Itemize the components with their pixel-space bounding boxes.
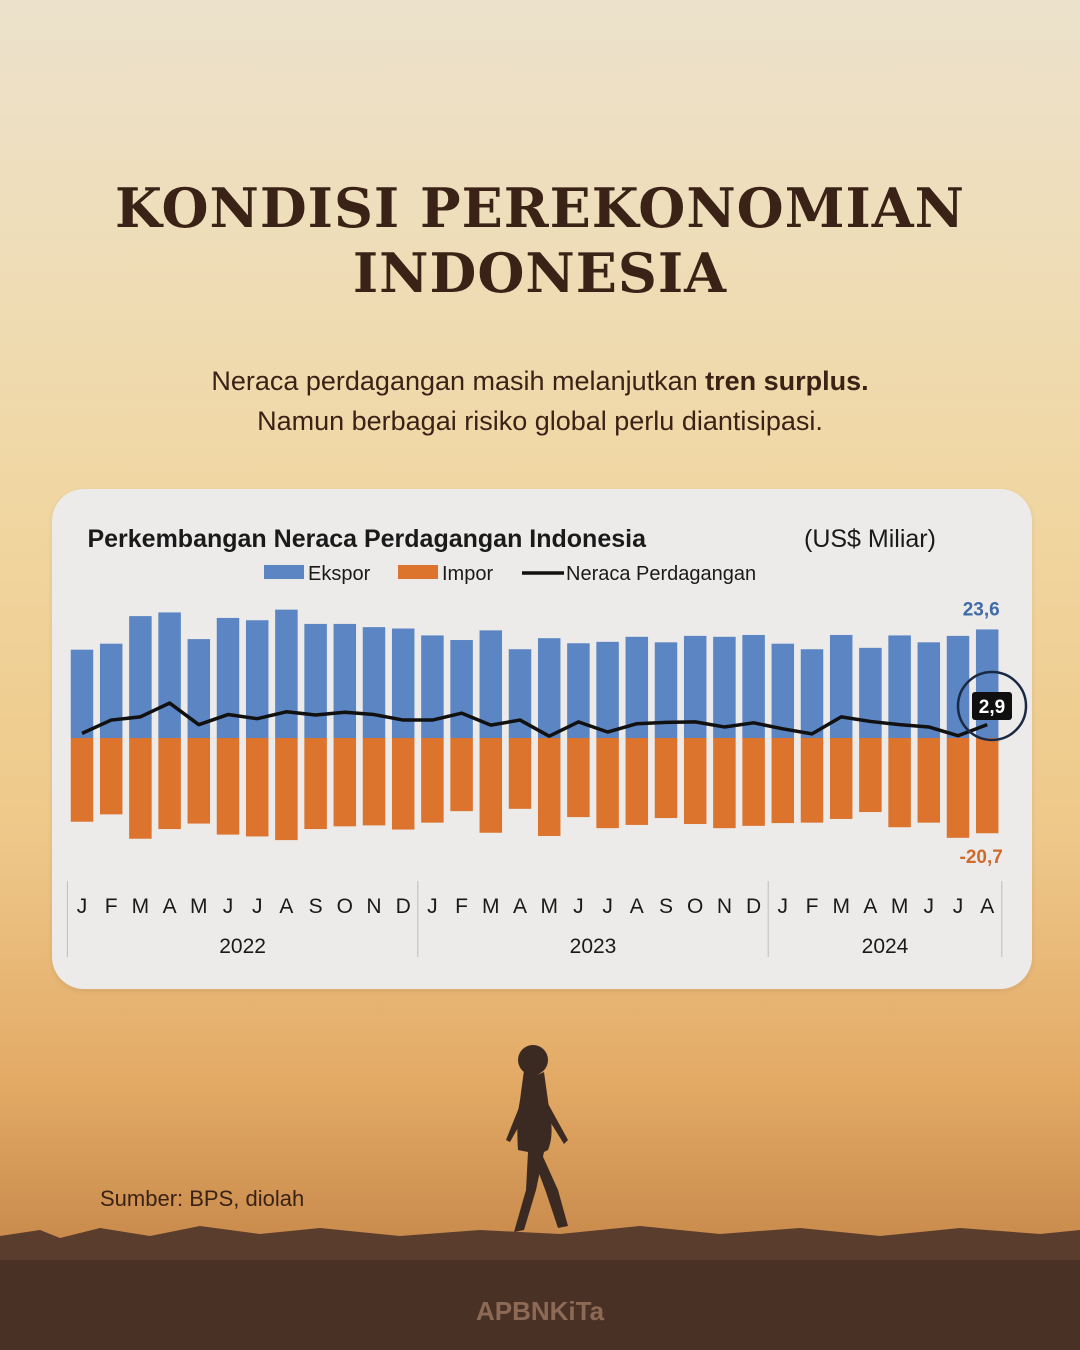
neraca-last-label: 2,9: [978, 697, 1006, 718]
impor-bar: [275, 738, 298, 840]
legend-swatch-1: [398, 565, 438, 579]
month-tick-label: A: [980, 895, 995, 918]
impor-bar: [742, 738, 765, 826]
ekspor-bar: [596, 642, 619, 738]
impor-bar: [626, 738, 649, 825]
year-label: 2022: [219, 935, 266, 958]
impor-bar: [158, 738, 181, 829]
ekspor-bar: [334, 624, 357, 738]
month-tick-label: S: [308, 895, 323, 918]
ekspor-bar: [713, 637, 736, 738]
month-tick-label: A: [162, 895, 177, 918]
month-tick-label: A: [863, 895, 878, 918]
month-tick-label: O: [336, 895, 353, 918]
subtitle-line-2: Namun berbagai risiko global perlu diantisipasi.: [257, 406, 823, 436]
impor-bar: [918, 738, 941, 823]
legend-label-2: Neraca Perdagangan: [566, 563, 757, 585]
ekspor-bar: [421, 635, 444, 738]
impor-bar: [801, 738, 824, 823]
month-tick-label: S: [658, 895, 674, 918]
ekspor-bar: [71, 650, 94, 738]
walker-silhouette: [488, 1040, 588, 1240]
chart-card: [52, 489, 1032, 989]
month-tick-label: A: [512, 895, 528, 918]
impor-bar: [538, 738, 561, 836]
impor-bar: [830, 738, 853, 819]
impor-bar: [246, 738, 269, 836]
impor-bar: [713, 738, 736, 828]
year-label: 2023: [569, 935, 617, 958]
impor-bar: [480, 738, 503, 833]
trade-balance-chart: [52, 489, 1032, 989]
month-tick-label: J: [251, 895, 263, 918]
impor-bar: [947, 738, 970, 838]
impor-bar: [859, 738, 882, 812]
impor-bar: [71, 738, 94, 822]
impor-bars: [71, 738, 999, 840]
month-tick-label: F: [805, 895, 819, 918]
month-tick-label: J: [76, 895, 88, 918]
chart-unit: (US$ Miliar): [804, 525, 936, 553]
ekspor-bar: [158, 612, 181, 738]
chart-x-axis: [67, 881, 1001, 958]
title-line-2: INDONESIA: [352, 241, 728, 305]
impor-bar: [976, 738, 999, 833]
ekspor-bar: [217, 618, 240, 738]
ekspor-bar: [538, 638, 561, 738]
month-tick-label: D: [746, 895, 762, 918]
ekspor-bar: [801, 649, 824, 738]
ekspor-bar: [304, 624, 327, 738]
month-tick-label: F: [455, 895, 469, 918]
source-note: Sumber: BPS, diolah: [100, 1186, 305, 1211]
chart-legend: [264, 563, 756, 585]
subtitle-line-1: [0, 366, 1080, 397]
subtitle-line-1-bold: tren surplus.: [705, 366, 869, 396]
month-tick-label: A: [279, 895, 294, 918]
ekspor-bar: [918, 642, 941, 738]
month-tick-label: M: [190, 895, 208, 918]
month-tick-label: N: [366, 895, 382, 918]
impor-bar: [567, 738, 590, 817]
ekspor-bar: [859, 648, 882, 738]
month-tick-label: J: [602, 895, 613, 918]
impor-bar: [100, 738, 123, 814]
ekspor-bar: [450, 640, 473, 738]
ekspor-bar: [275, 610, 298, 738]
impor-bar: [129, 738, 152, 839]
impor-bar: [188, 738, 211, 824]
month-tick-label: N: [716, 895, 732, 918]
impor-bar: [450, 738, 473, 811]
ekspor-bar: [947, 636, 970, 738]
ekspor-last-label: 23,6: [962, 599, 1000, 621]
month-tick-label: D: [395, 895, 411, 918]
ekspor-bar: [129, 616, 152, 738]
month-tick-label: O: [687, 895, 704, 918]
month-tick-label: A: [629, 895, 644, 918]
legend-label-1: Impor: [442, 563, 494, 585]
impor-bar: [655, 738, 678, 818]
impor-bar: [596, 738, 619, 828]
month-tick-label: M: [540, 895, 558, 918]
impor-bar: [772, 738, 795, 823]
month-tick-label: J: [777, 895, 789, 918]
chart-title: Perkembangan Neraca Perdagangan Indonesia: [87, 525, 646, 553]
impor-bar: [684, 738, 707, 824]
month-tick-label: F: [104, 895, 118, 918]
impor-bar: [421, 738, 444, 823]
month-tick-label: J: [427, 895, 438, 918]
subtitle-line-1-text: Neraca perdagangan masih melanjutkan: [211, 366, 706, 396]
ekspor-bar: [976, 629, 999, 738]
year-label: 2024: [861, 935, 909, 958]
legend-swatch-0: [264, 565, 304, 579]
month-tick-label: M: [482, 895, 500, 918]
impor-bar: [509, 738, 532, 809]
month-tick-label: J: [952, 895, 964, 918]
impor-bar: [217, 738, 240, 835]
ekspor-bar: [363, 627, 386, 738]
ground-silhouette: [0, 1220, 1080, 1350]
impor-bar: [304, 738, 327, 829]
impor-bar: [334, 738, 357, 826]
month-tick-label: J: [923, 895, 935, 918]
brand-logo-text: APBNKiTa: [475, 1296, 605, 1326]
ekspor-bar: [772, 644, 795, 738]
month-tick-label: J: [222, 895, 234, 918]
legend-label-0: Ekspor: [308, 563, 371, 585]
impor-last-label: -20,7: [959, 847, 1003, 869]
month-tick-label: M: [890, 895, 909, 918]
month-tick-label: M: [832, 895, 850, 918]
month-tick-label: M: [131, 895, 150, 918]
impor-bar: [392, 738, 415, 830]
month-tick-label: J: [573, 895, 584, 918]
impor-bar: [888, 738, 911, 827]
impor-bar: [363, 738, 386, 825]
title-line-1: KONDISI PEREKONOMIAN: [114, 176, 966, 240]
